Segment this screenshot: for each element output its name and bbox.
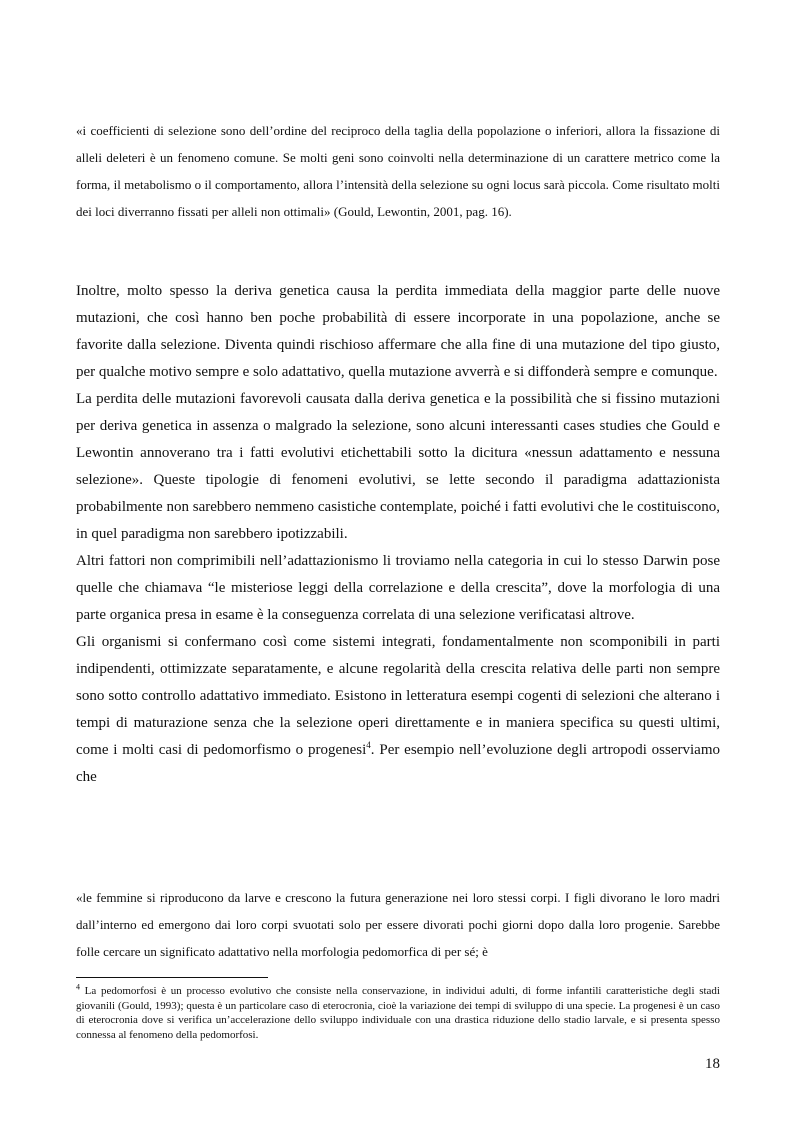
body-paragraph-4-text: Gli organismi si confermano così come sistemi integrati, fondamentalmente non scomponibili in parti indipendenti, ottimizzate separatamente, e alcune regolarità della crescita relativa delle parti non sempre sono sotto controllo adattativo immediato. Esistono in letteratura esempi cogenti di selezioni che alterano i tempi di maturazione senza che la selezione operi direttamente e in maniera specifica su questi ultimi, come i molti casi di pedomorfismo o progenesi [76,634,720,758]
body-paragraph-1: Inoltre, molto spesso la deriva genetica causa la perdita immediata della maggior parte delle nuove mutazioni, che così hanno ben poche probabilità di essere incorporate in una popolazione, anche se favorite dalla selezione. Diventa quindi rischioso affermare che alla fine di una mutazione del tipo giusto, per qualche motivo sempre e solo adattativo, quella mutazione avverrà e si diffonderà sempre e comunque. [76,283,720,380]
body-text [76,278,720,791]
quote-bottom-text: «le femmine si riproducono da larve e crescono la futura generazione nei loro stessi corpi. I figli divorano le loro madri dall’interno ed emergono dai loro corpi svuotati solo per essere divorati pochi giorni dopo dalla loro progenie. Sarebbe folle cercare un significato adattativo nella morfologia pedomorfica di per sé; è [76,890,720,959]
body-paragraph-2: La perdita delle mutazioni favorevoli causata dalla deriva genetica e la possibilità che si fissino mutazioni per deriva genetica in assenza o malgrado la selezione, sono alcuni interessanti cases studies che Gould e Lewontin annoverano tra i fatti evolutivi etichettabili sotto la dicitura «nessun adattamento e nessuna selezione». Queste tipologie di fenomeni evolutivi, se lette secondo il paradigma adattazionista probabilmente non sarebbero nemmeno casistiche contemplate, poiché i fatti evolutivi che le costituiscono, in quel paradigma non sarebbero ipotizzabili. [76,391,720,542]
footnote-text: La pedomorfosi è un processo evolutivo che consiste nella conservazione, in individui adulti, di forme infantili caratteristiche degli stadi giovanili (Gould, 1993); questa è un particolare caso di eterocronia, cioè la variazione dei tempi di sviluppo di una specie. La progenesi è un caso di eterocronia dove si verifica un’accelerazione dello sviluppo individuale con una drastica riduzione dello stadio larvale, e si presenta spesso connessa al fenomeno della pedomorfosi. [76,985,720,1041]
body-paragraph-4-text-end: . Per esempio nell’evoluzione degli artropodi osserviamo che [76,742,720,785]
footnote-number: 4 [76,982,80,992]
quote-top-text: «i coefficienti di selezione sono dell’ordine del reciproco della taglia della popolazione o inferiori, allora la fissazione di alleli deleteri è un fenomeno comune. Se molti geni sono coinvolti nella determinazione di un carattere metrico come la forma, il metabolismo o il comportamento, allora l’intensità della selezione su ogni locus sarà piccola. Come risultato molti dei loci diverranno fissati per alleli non ottimali» (Gould, Lewontin, 2001, pag. 16). [76,123,720,219]
page-number: 18 [705,1056,720,1072]
body-paragraph-4 [76,629,720,791]
footnote-separator [76,977,268,978]
footnote [76,984,720,1042]
body-paragraph-3: Altri fattori non comprimibili nell’adattazionismo li troviamo nella categoria in cui lo stesso Darwin pose quelle che chiamava “le misteriose leggi della correlazione e della crescita”, dove la morfologia di una parte organica presa in esame è la conseguenza correlata di una selezione verificatasi altrove. [76,553,720,623]
quote-block-bottom [76,884,720,965]
footnote-reference[interactable]: 4 [366,740,371,750]
quote-block-top [76,117,720,225]
